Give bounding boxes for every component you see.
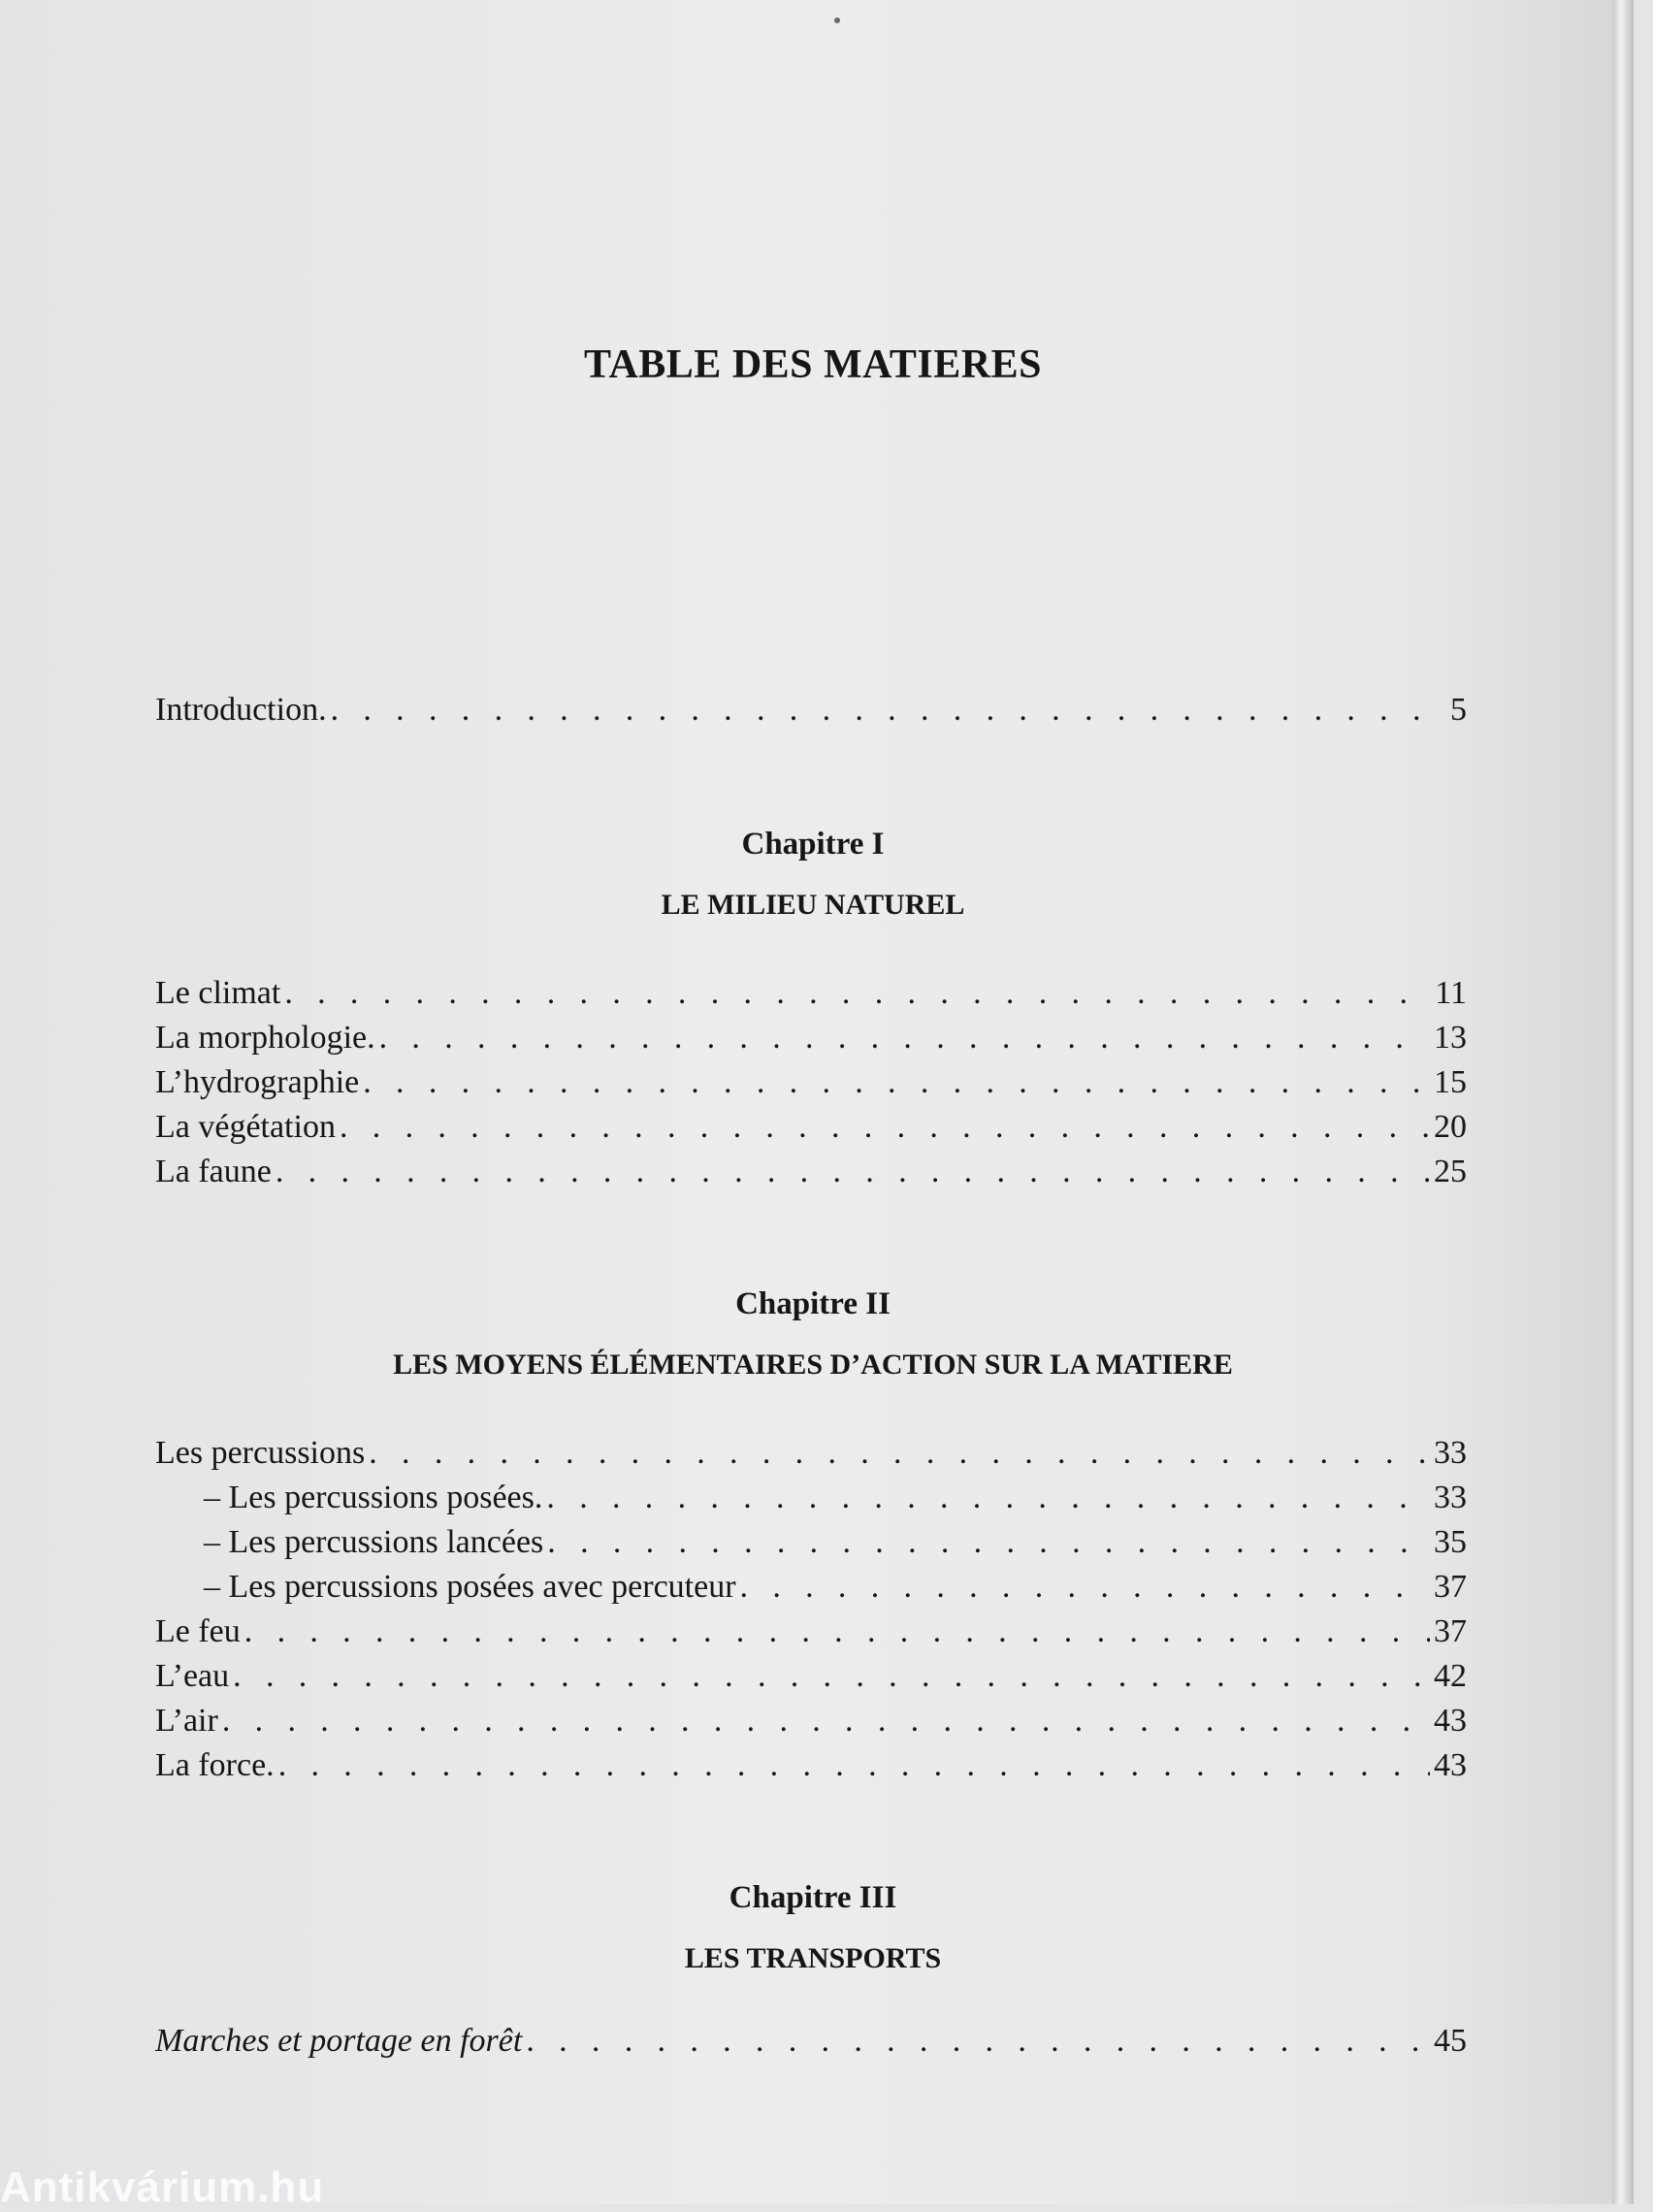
toc-entry-page: 35 <box>1434 1524 1467 1560</box>
toc-entry-label: Marches et portage en forêt <box>155 2023 523 2059</box>
toc-entry-label: La végétation <box>155 1109 336 1145</box>
leader-dots <box>331 691 1446 730</box>
toc-entry-page: 33 <box>1434 1435 1467 1471</box>
leader-dots <box>244 1612 1430 1651</box>
toc-entry-page: 25 <box>1434 1154 1467 1189</box>
toc-entry <box>155 974 1467 1013</box>
toc-entry <box>155 1434 1467 1473</box>
leader-dots <box>363 1063 1430 1102</box>
leader-dots <box>340 1108 1430 1147</box>
toc-entry-label: L’hydrographie <box>155 1064 360 1100</box>
toc-entry-page: 45 <box>1434 2023 1467 2059</box>
toc-entry-page: 43 <box>1434 1747 1467 1783</box>
chapter-subtitle: LE MILIEU NATUREL <box>661 889 965 921</box>
toc-entry-label: La faune <box>155 1154 272 1189</box>
toc-entry-label: La force. <box>155 1747 275 1783</box>
toc-entry-label: La morphologie. <box>155 1020 375 1056</box>
leader-dots <box>222 1702 1430 1740</box>
page-edge <box>1612 0 1634 2204</box>
chapter-subtitle: LES MOYENS ÉLÉMENTAIRES D’ACTION SUR LA MATIERE <box>393 1349 1233 1381</box>
toc-entry <box>155 1019 1467 1057</box>
toc-entry-label: – Les percussions lancées <box>204 1524 544 1560</box>
leader-dots <box>740 1568 1430 1607</box>
toc-entry-label: Le climat <box>155 975 281 1011</box>
leader-dots <box>546 1479 1430 1517</box>
leader-dots <box>278 1746 1430 1785</box>
toc-entry-label: Le feu <box>155 1613 241 1649</box>
toc-entry-page: 20 <box>1434 1109 1467 1145</box>
page-title: TABLE DES MATIERES <box>584 342 1042 387</box>
toc-entry <box>155 1108 1467 1147</box>
toc-entry-page: 37 <box>1434 1569 1467 1605</box>
toc-entry-page: 13 <box>1434 1020 1467 1056</box>
toc-entry-label: – Les percussions posées. <box>204 1480 543 1515</box>
toc-entry <box>155 1746 1467 1785</box>
toc-entry <box>155 2022 1467 2061</box>
toc-subentry <box>204 1523 1467 1562</box>
toc-entry-label: L’air <box>155 1703 218 1739</box>
toc-entry-page: 15 <box>1434 1064 1467 1100</box>
leader-dots <box>369 1434 1430 1473</box>
toc-entry-page: 42 <box>1434 1658 1467 1694</box>
watermark-text: Antikvárium.hu <box>0 2163 325 2211</box>
toc-entry-page: 11 <box>1435 975 1467 1011</box>
toc-entry <box>155 1153 1467 1191</box>
toc-subentry <box>204 1568 1467 1607</box>
chapter-subtitle: LES TRANSPORTS <box>684 1942 942 1974</box>
chapter-heading: Chapitre I <box>741 827 885 862</box>
leader-dots <box>233 1657 1430 1696</box>
toc-entry-page: 37 <box>1434 1613 1467 1649</box>
toc-entry <box>155 1063 1467 1102</box>
toc-entry-label: L’eau <box>155 1658 230 1694</box>
ink-speck <box>834 17 840 23</box>
leader-dots <box>284 974 1431 1013</box>
toc-entry-introduction <box>155 691 1467 730</box>
leader-dots <box>276 1153 1430 1191</box>
toc-entry-label: Les percussions <box>155 1435 366 1471</box>
leader-dots <box>526 2022 1430 2061</box>
toc-entry-page: 43 <box>1434 1703 1467 1739</box>
toc-entry <box>155 1657 1467 1696</box>
leader-dots <box>379 1019 1430 1057</box>
toc-entry <box>155 1702 1467 1740</box>
chapter-heading: Chapitre III <box>729 1880 897 1915</box>
toc-entry-label: – Les percussions posées avec percuteur <box>204 1569 736 1605</box>
toc-entry-page: 5 <box>1450 692 1467 728</box>
toc-entry-page: 33 <box>1434 1480 1467 1515</box>
toc-entry-label: Introduction. <box>155 692 327 728</box>
toc-entry <box>155 1612 1467 1651</box>
chapter-heading: Chapitre II <box>735 1286 891 1321</box>
leader-dots <box>547 1523 1430 1562</box>
toc-subentry <box>204 1479 1467 1517</box>
